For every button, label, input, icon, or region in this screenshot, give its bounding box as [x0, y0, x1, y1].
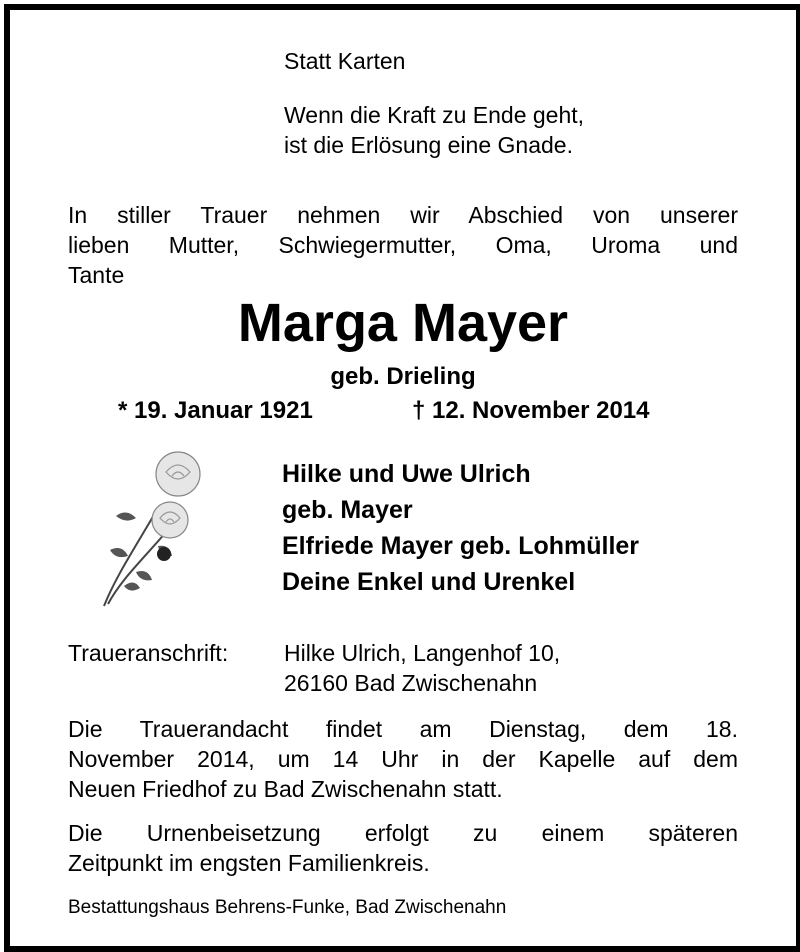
intro-text: [68, 200, 738, 290]
family-member: Hilke und Uwe Ulrich: [282, 460, 531, 488]
address-line: Hilke Ulrich, Langenhof 10,: [284, 640, 561, 666]
death-date: † 12. November 2014: [412, 397, 650, 424]
funeral-home: Bestattungshaus Behrens-Funke, Bad Zwischenahn: [68, 897, 507, 918]
obituary-notice: [4, 4, 800, 952]
service-line: November 2014, um 14 Uhr in der Kapelle auf dem: [68, 746, 738, 772]
roses-icon: [96, 446, 216, 610]
burial-text: [68, 818, 738, 878]
family-member: Deine Enkel und Urenkel: [282, 568, 576, 596]
intro-line: lieben Mutter, Schwiegermutter, Oma, Uroma und: [68, 232, 738, 258]
address-label: Traueranschrift:: [68, 640, 229, 666]
family-member: geb. Mayer: [282, 496, 413, 524]
address-line: 26160 Bad Zwischenahn: [284, 670, 538, 696]
service-line: Neuen Friedhof zu Bad Zwischenahn statt.: [68, 776, 503, 802]
quote-line: ist die Erlösung eine Gnade.: [284, 132, 573, 158]
family-member: Elfriede Mayer geb. Lohmüller: [282, 532, 640, 560]
family-list: [282, 456, 639, 600]
statt-karten: Statt Karten: [284, 48, 406, 74]
intro-line: In stiller Trauer nehmen wir Abschied von unserer: [68, 202, 738, 228]
quote: [284, 100, 584, 160]
birth-date: * 19. Januar 1921: [118, 397, 313, 424]
service-line: Die Trauerandacht findet am Dienstag, dem 18.: [68, 716, 738, 742]
quote-line: Wenn die Kraft zu Ende geht,: [284, 102, 585, 128]
maiden-name: geb. Drieling: [330, 363, 476, 390]
service-text: [68, 714, 738, 804]
burial-line: Zeitpunkt im engsten Familienkreis.: [68, 850, 430, 876]
address: [284, 638, 560, 698]
intro-line: Tante: [68, 262, 125, 288]
burial-line: Die Urnenbeisetzung erfolgt zu einem späteren: [68, 820, 738, 846]
deceased-name: Marga Mayer: [237, 293, 569, 353]
